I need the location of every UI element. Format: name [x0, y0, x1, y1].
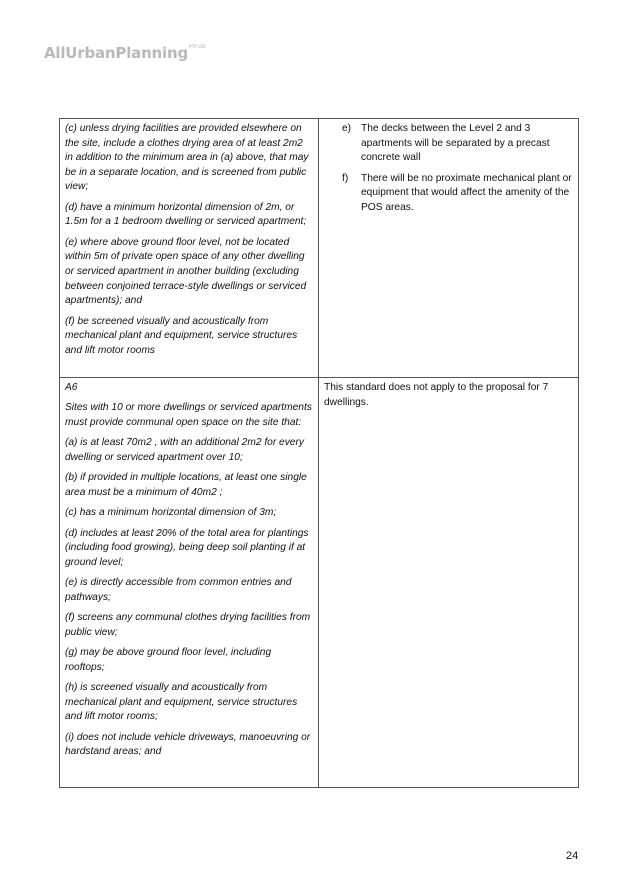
requirement-paragraph: (e) is directly accessible from common entries and pathways; [65, 577, 292, 603]
requirement-paragraph: (c) has a minimum horizontal dimension of 3m; [65, 507, 277, 519]
logo-text: AllUrbanPlanning [44, 44, 188, 62]
list-item [342, 122, 573, 166]
response-paragraph: This standard does not apply to the proposal for 7 dwellings. [324, 382, 549, 408]
response-cell [319, 119, 579, 378]
requirement-paragraph: (f) screens any communal clothes drying facilities from public view; [65, 612, 311, 638]
list-item [342, 172, 573, 216]
standard-code: A6 [65, 382, 78, 393]
requirement-paragraph: (e) where above ground floor level, not be located within 5m of private open space of any other dwelling or serviced apartment in another building (excluding between conjoined terrace-style dwellings or serviced apartments); and [65, 236, 307, 307]
standards-table [59, 118, 579, 788]
standard-requirement-cell [60, 119, 319, 378]
company-logo [44, 44, 205, 62]
requirement-paragraph: Sites with 10 or more dwellings or serviced apartments must provide communal open space on the site that: [65, 402, 312, 428]
requirement-paragraph: (d) have a minimum horizontal dimension of 2m, or 1.5m for a 1 bedroom dwelling or serviced apartment; [65, 201, 307, 228]
list-marker: f) [342, 172, 349, 184]
standard-requirement-cell [60, 378, 319, 788]
requirement-paragraph: (f) be screened visually and acoustically from mechanical plant and equipment, service structures and lift motor rooms [65, 315, 298, 356]
response-cell [319, 378, 579, 788]
list-marker: e) [342, 123, 352, 134]
requirement-paragraph: (a) is at least 70m2 , with an additional 2m2 for every dwelling or serviced apartment over 10; [65, 437, 304, 463]
requirement-paragraph: (g) may be above ground floor level, including rooftops; [65, 647, 272, 673]
page-number: 24 [566, 850, 579, 862]
table-row [60, 119, 579, 378]
requirement-paragraph: (i) does not include vehicle driveways, manoeuvring or hardstand areas; and [65, 731, 311, 758]
requirement-paragraph: (c) unless drying facilities are provided elsewhere on the site, include a clothes drying area of at least 2m2 in addition to the minimum area in (a) above, that may be in a separate location, and is screened from public view; [65, 123, 309, 193]
table-row [60, 378, 579, 788]
requirement-paragraph: (h) is screened visually and acoustically from mechanical plant and equipment, service structures and lift motor rooms; [65, 682, 298, 723]
list-text: The decks between the Level 2 and 3 apartments will be separated by a precast concrete wall [361, 123, 550, 164]
logo-superscript: PTY LTD [188, 44, 206, 49]
requirement-paragraph: (d) includes at least 20% of the total area for plantings (including food growing), being deep soil planting if at ground level; [65, 527, 309, 568]
list-text: There will be no proximate mechanical plant or equipment that would affect the amenity of the POS areas. [361, 172, 572, 213]
response-list [324, 122, 573, 216]
requirement-paragraph: (b) if provided in multiple locations, at least one single area must be a minimum of 40m2 ; [65, 472, 307, 498]
